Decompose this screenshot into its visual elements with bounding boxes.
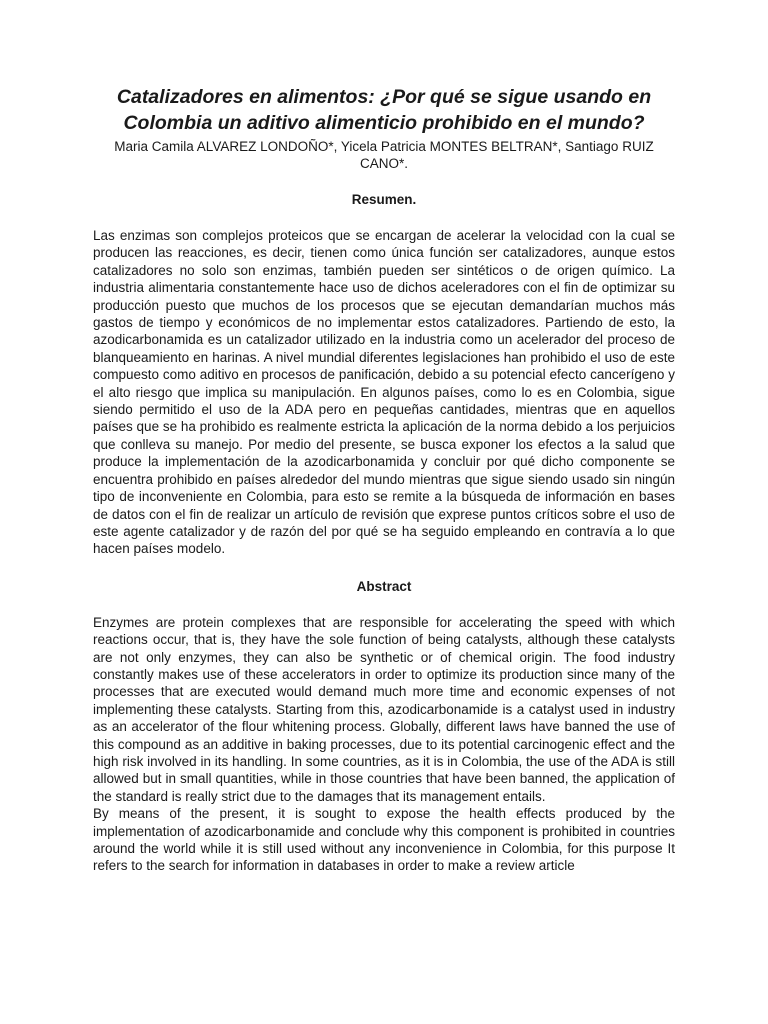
- resumen-paragraph: Las enzimas son complejos proteicos que se encargan de acelerar la velocidad con la cual se producen las reacciones, es decir, tienen como única función ser catalizadores, aunque estos catalizadores no solo son enzimas, también pueden ser sintéticos o de origen químico. La industria alimentaria constantemente hace uso de dichos aceleradores con el fin de optimizar su producción puesto que muchos de los procesos que se ejecutan demandarían muchos más gastos de tiempo y económicos de no implementar estos catalizadores. Partiendo de esto, la azodicarbonamida es un catalizador utilizado en la industria como un acelerador del proceso de blanqueamiento en harinas. A nivel mundial diferentes legislaciones han prohibido el uso de este compuesto como aditivo en procesos de panificación, debido a su potencial efecto cancerígeno y el alto riesgo que implica su manipulación. En algunos países, como lo es en Colombia, sigue siendo permitido el uso de la ADA pero en pequeñas cantidades, mientras que en aquellos países que se ha prohibido es realmente estricta la aplicación de la norma debido a los perjuicios que conlleva su manejo. Por medio del presente, se busca exponer los efectos a la salud que produce la implementación de la azodicarbonamida y concluir por qué dicho componente se encuentra prohibido en países alrededor del mundo mientras que sigue siendo usado sin ningún tipo de inconveniente en Colombia, para esto se remite a la búsqueda de información en bases de datos con el fin de realizar un artículo de revisión que exprese puntos críticos sobre el uso de este agente catalizador y de razón del por qué se ha seguido empleando en contravía a lo que hacen países modelo.: [93, 228, 675, 557]
- paper-authors: Maria Camila ALVAREZ LONDOÑO*, Yicela Patricia MONTES BELTRAN*, Santiago RUIZ CANO*.: [114, 139, 654, 171]
- resumen-section: [93, 227, 675, 558]
- abstract-paragraph: Enzymes are protein complexes that are responsible for accelerating the speed with which reactions occur, that is, they have the sole function of being catalysts, although these catalysts are not only enzymes, they can also be synthetic or of chemical origin. The food industry constantly makes use of these accelerators in order to optimize its production since many of the processes that are executed would demand much more time and economic expenses of not implementing these catalysts. Starting from this, azodicarbonamide is a catalyst used in industry as an accelerator of the flour whitening process. Globally, different laws have banned the use of this compound as an additive in baking processes, due to its potential carcinogenic effect and the high risk involved in its handling. In some countries, as it is in Colombia, the use of the ADA is still allowed but in small quantities, while in those countries that have been banned, the application of the standard is really strict due to the damages that its management entails.: [93, 614, 675, 804]
- paper-page: [93, 84, 675, 875]
- paper-title: Catalizadores en alimentos: ¿Por qué se sigue usando en Colombia un aditivo alimenticio prohibido en el mundo?: [116, 86, 652, 134]
- abstract-section: [93, 614, 675, 875]
- abstract-paragraph: By means of the present, it is sought to expose the health effects produced by the implementation of azodicarbonamide and conclude why this component is prohibited in countries around the world while it is still used without any inconvenience in Colombia, for this purpose It refers to the search for information in databases in order to make a review article: [93, 806, 675, 874]
- abstract-heading: Abstract: [356, 578, 412, 594]
- resumen-heading: Resumen.: [351, 192, 417, 207]
